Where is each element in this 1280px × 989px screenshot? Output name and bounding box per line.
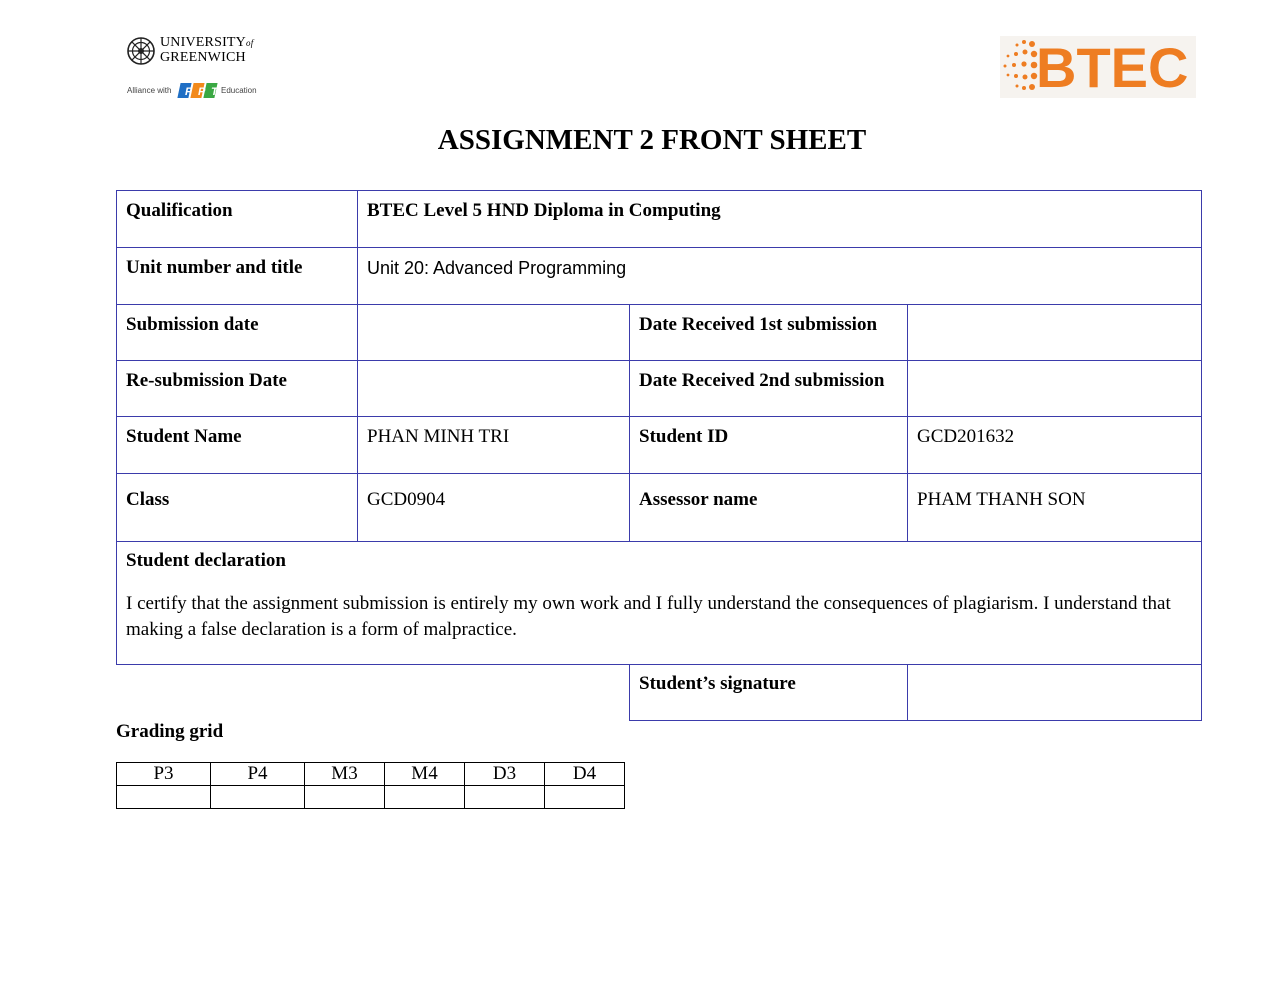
grading-header-row xyxy=(117,763,625,786)
assessor-value[interactable]: PHAM THANH SON xyxy=(907,473,1202,542)
fpt-letter-f: F xyxy=(185,86,192,98)
fpt-letter-p: P xyxy=(198,86,206,98)
unit-value: Unit 20: Advanced Programming xyxy=(357,247,1202,305)
grading-cell-d4[interactable] xyxy=(545,786,625,809)
grading-grid-label: Grading grid xyxy=(116,721,224,742)
qualification-label: Qualification xyxy=(116,190,358,248)
date-received-2-label: Date Received 2nd submission xyxy=(629,360,908,417)
signature-field[interactable] xyxy=(907,664,1202,721)
fpt-letter-t: T xyxy=(211,86,218,98)
grading-header-m4: M4 xyxy=(385,763,465,786)
student-id-value[interactable]: GCD201632 xyxy=(907,416,1202,474)
student-declaration xyxy=(116,541,1202,665)
btec-wordmark: BTEC xyxy=(1036,36,1189,99)
resubmission-field[interactable] xyxy=(357,360,630,417)
page-title: ASSIGNMENT 2 FRONT SHEET xyxy=(437,124,867,156)
date-received-1-field[interactable] xyxy=(907,304,1202,361)
declaration-heading: Student declaration xyxy=(126,550,286,571)
signature-label: Student’s signature xyxy=(629,664,908,721)
resubmission-label: Re-submission Date xyxy=(116,360,358,417)
student-id-label: Student ID xyxy=(629,416,908,474)
university-name-line2: GREENWICH xyxy=(160,50,246,65)
submission-date-field[interactable] xyxy=(357,304,630,361)
university-crest-icon xyxy=(127,37,155,65)
grading-header-p3: P3 xyxy=(117,763,211,786)
fpt-logo xyxy=(177,81,219,101)
grading-header-p4: P4 xyxy=(211,763,305,786)
grading-cell-m4[interactable] xyxy=(385,786,465,809)
grading-header-m3: M3 xyxy=(305,763,385,786)
submission-date-label: Submission date xyxy=(116,304,358,361)
date-received-1-label: Date Received 1st submission xyxy=(629,304,908,361)
university-name-line1: UNIVERSITYof xyxy=(160,35,254,50)
grading-cell-p4[interactable] xyxy=(211,786,305,809)
grading-header-d4: D4 xyxy=(545,763,625,786)
date-received-2-field[interactable] xyxy=(907,360,1202,417)
student-name-label: Student Name xyxy=(116,416,358,474)
declaration-text: I certify that the assignment submission is entirely my own work and I fully understand the consequences of plagiarism. I understand that making a false declaration is a form of malpractice. xyxy=(126,593,1171,640)
grading-header-d3: D3 xyxy=(465,763,545,786)
assessor-label: Assessor name xyxy=(629,473,908,542)
grading-cell-m3[interactable] xyxy=(305,786,385,809)
qualification-value: BTEC Level 5 HND Diploma in Computing xyxy=(357,190,1202,248)
front-sheet-table xyxy=(116,190,1202,721)
grading-cell-p3[interactable] xyxy=(117,786,211,809)
student-name-value[interactable]: PHAN MINH TRI xyxy=(357,416,630,474)
class-label: Class xyxy=(116,473,358,542)
grading-cell-d3[interactable] xyxy=(465,786,545,809)
grading-value-row xyxy=(117,786,625,809)
class-value[interactable]: GCD0904 xyxy=(357,473,630,542)
unit-label: Unit number and title xyxy=(116,247,358,305)
grading-grid-table xyxy=(116,762,625,809)
education-text: Education xyxy=(221,86,257,95)
btec-logo xyxy=(1000,36,1196,98)
alliance-text: Alliance with xyxy=(127,86,172,95)
